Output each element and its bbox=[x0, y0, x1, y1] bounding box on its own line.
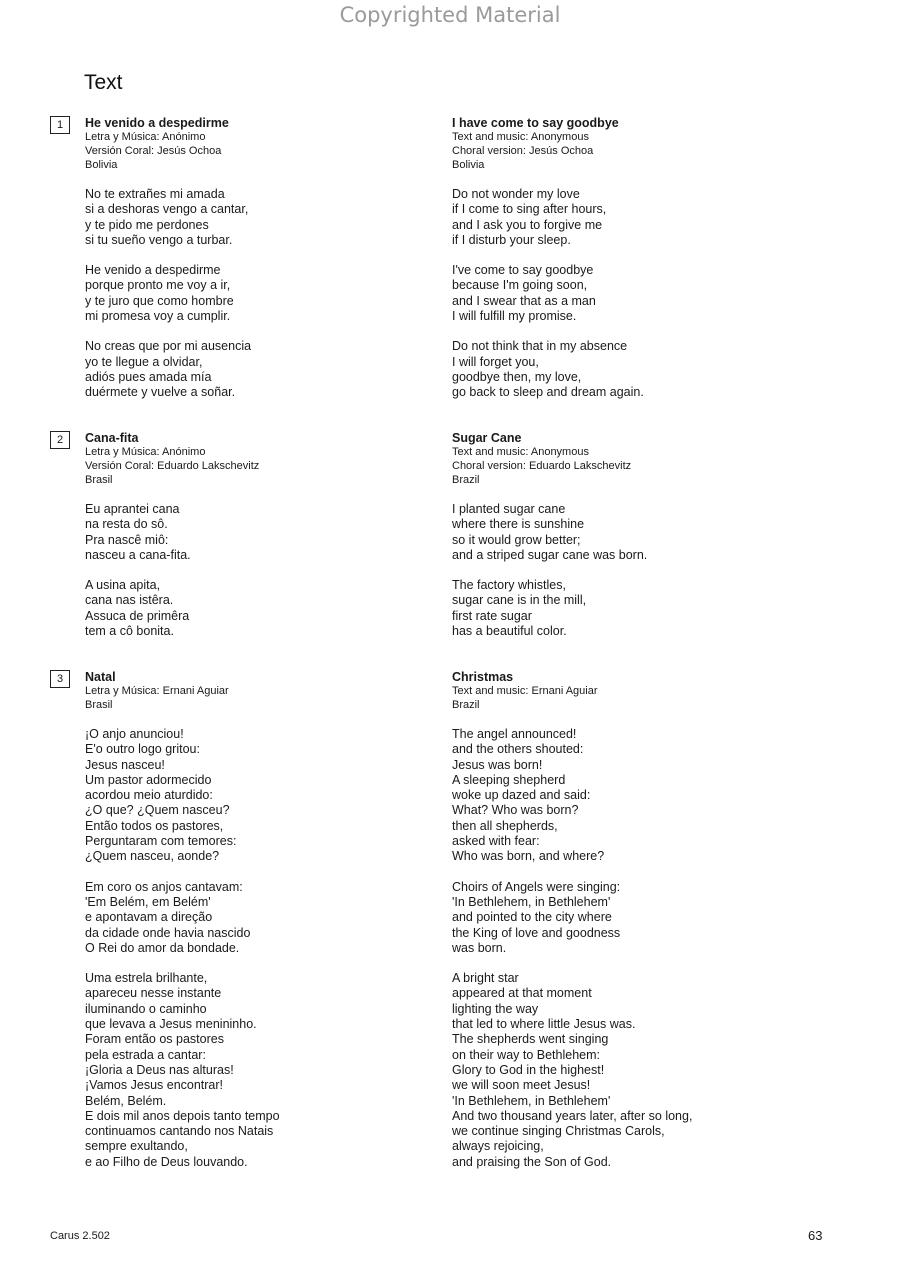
stanza bbox=[85, 187, 465, 248]
lyric-line: y te juro que como hombre bbox=[85, 293, 234, 308]
lyric-line: appeared at that moment bbox=[452, 986, 592, 1001]
lyric-line: asked with fear: bbox=[452, 834, 540, 849]
song-title: Natal bbox=[85, 670, 116, 684]
lyric-line: Belém, Belém. bbox=[85, 1093, 167, 1108]
lyric-line: Assuca de primêra bbox=[85, 608, 190, 623]
stanza bbox=[452, 578, 832, 639]
stanza bbox=[85, 727, 465, 865]
lyric-line: mi promesa voy a cumplir. bbox=[85, 309, 231, 324]
lyric-line: Who was born, and where? bbox=[452, 849, 605, 864]
song-credit-line: Text and music: Anonymous bbox=[452, 131, 589, 143]
lyric-line: ¡Gloria a Deus nas alturas! bbox=[85, 1062, 234, 1077]
lyric-line: Jesus was born! bbox=[452, 757, 543, 772]
lyric-line: Uma estrela brilhante, bbox=[85, 971, 208, 986]
translation-lyrics-column bbox=[452, 670, 832, 1170]
lyric-line: yo te llegue a olvidar, bbox=[85, 354, 203, 369]
lyric-line: I will forget you, bbox=[452, 354, 539, 369]
lyric-line: He venido a despedirme bbox=[85, 263, 221, 278]
lyric-line: na resta do sô. bbox=[85, 517, 168, 532]
lyric-line: Choirs of Angels were singing: bbox=[452, 879, 621, 894]
stanza bbox=[452, 971, 832, 1170]
lyric-line: ¿O que? ¿Quem nasceu? bbox=[85, 803, 230, 818]
page-title: Text bbox=[84, 71, 123, 94]
lyric-line: Eu aprantei cana bbox=[85, 502, 180, 516]
lyric-line: da cidade onde havia nascido bbox=[85, 925, 251, 940]
song-credit-line: Versión Coral: Jesús Ochoa bbox=[85, 145, 222, 157]
lyric-line: always rejoicing, bbox=[452, 1139, 544, 1154]
lyric-line: that led to where little Jesus was. bbox=[452, 1017, 636, 1032]
lyric-line: woke up dazed and said: bbox=[452, 788, 591, 803]
lyric-line: pela estrada a cantar: bbox=[85, 1047, 206, 1062]
lyric-line: I planted sugar cane bbox=[452, 502, 566, 516]
lyric-line: A bright star bbox=[452, 971, 519, 986]
lyric-line: 'In Bethlehem, in Bethlehem' bbox=[452, 894, 611, 909]
lyric-line: I've come to say goodbye bbox=[452, 263, 594, 278]
song-credit-line: Brazil bbox=[452, 699, 480, 711]
lyric-line: Do not think that in my absence bbox=[452, 339, 628, 354]
lyric-line: ¡O anjo anunciou! bbox=[85, 727, 184, 741]
lyric-line: The angel announced! bbox=[452, 727, 577, 741]
lyric-line: No creas que por mi ausencia bbox=[85, 339, 252, 354]
lyric-line: No te extrañes mi amada bbox=[85, 187, 225, 201]
lyric-line: then all shepherds, bbox=[452, 818, 558, 833]
song-credit-line: Bolivia bbox=[85, 159, 118, 171]
lyric-line: on their way to Bethlehem: bbox=[452, 1047, 600, 1062]
song-title: I have come to say goodbye bbox=[452, 116, 619, 130]
lyric-line: the King of love and goodness bbox=[452, 925, 621, 940]
lyric-line: Em coro os anjos cantavam: bbox=[85, 879, 243, 894]
stanza bbox=[85, 502, 465, 563]
lyric-line: tem a cô bonita. bbox=[85, 624, 174, 639]
stanza bbox=[452, 502, 832, 563]
lyric-line: duérmete y vuelve a soñar. bbox=[85, 385, 236, 400]
lyric-line: has a beautiful color. bbox=[452, 624, 567, 639]
page-number: 63 bbox=[808, 1228, 823, 1243]
lyric-line: Perguntaram com temores: bbox=[85, 834, 237, 849]
lyric-line: nasceu a cana-fita. bbox=[85, 547, 191, 562]
lyric-line: The factory whistles, bbox=[452, 578, 566, 593]
lyric-line: go back to sleep and dream again. bbox=[452, 385, 644, 400]
song-number-box: 2 bbox=[50, 431, 70, 449]
lyric-line: A sleeping shepherd bbox=[452, 772, 566, 787]
lyric-line: so it would grow better; bbox=[452, 532, 581, 547]
lyric-line: 'Em Belém, em Belém' bbox=[85, 894, 211, 909]
lyric-line: where there is sunshine bbox=[452, 517, 585, 532]
stanza bbox=[452, 263, 832, 324]
lyric-line: O Rei do amor da bondade. bbox=[85, 940, 240, 955]
stanza bbox=[452, 727, 832, 865]
lyric-line: Glory to God in the highest! bbox=[452, 1062, 605, 1077]
lyric-line: que levava a Jesus menininho. bbox=[85, 1017, 257, 1032]
lyric-line: if I disturb your sleep. bbox=[452, 232, 571, 247]
lyric-line: we continue singing Christmas Carols, bbox=[452, 1124, 665, 1139]
song-credit-line: Letra y Música: Anónimo bbox=[85, 131, 206, 143]
lyric-line: Do not wonder my love bbox=[452, 187, 580, 201]
song-title: Sugar Cane bbox=[452, 431, 522, 445]
lyric-line: lighting the way bbox=[452, 1001, 539, 1016]
song-title: Cana-fita bbox=[85, 431, 139, 445]
lyric-line: si a deshoras vengo a cantar, bbox=[85, 202, 249, 217]
lyric-line: porque pronto me voy a ir, bbox=[85, 278, 231, 293]
stanza bbox=[85, 880, 465, 956]
stanza bbox=[85, 339, 465, 400]
stanza bbox=[452, 187, 832, 248]
song-number-box: 1 bbox=[50, 116, 70, 134]
lyric-line: Um pastor adormecido bbox=[85, 772, 212, 787]
song-credit-line: Letra y Música: Anónimo bbox=[85, 446, 206, 458]
stanza bbox=[452, 880, 832, 956]
lyric-line: iluminando o caminho bbox=[85, 1001, 207, 1016]
original-lyrics-column bbox=[85, 116, 465, 401]
lyric-line: acordou meio aturdido: bbox=[85, 788, 213, 803]
copyright-watermark: Copyrighted Material bbox=[339, 3, 561, 27]
song-credit-line: Versión Coral: Eduardo Lakschevitz bbox=[85, 460, 260, 472]
translation-lyrics-column bbox=[452, 431, 832, 639]
song-title: He venido a despedirme bbox=[85, 116, 229, 130]
lyric-line: if I come to sing after hours, bbox=[452, 202, 607, 217]
lyric-line: I will fulfill my promise. bbox=[452, 309, 577, 324]
lyric-line: and I swear that as a man bbox=[452, 293, 596, 308]
song-title: Christmas bbox=[452, 670, 514, 684]
stanza bbox=[85, 578, 465, 639]
lyric-line: adiós pues amada mía bbox=[85, 369, 212, 384]
lyric-line: sugar cane is in the mill, bbox=[452, 593, 587, 608]
lyric-line: A usina apita, bbox=[85, 578, 161, 593]
lyric-line: first rate sugar bbox=[452, 608, 532, 623]
stanza bbox=[85, 263, 465, 324]
lyric-line: and I ask you to forgive me bbox=[452, 217, 603, 232]
lyric-line: y te pido me perdones bbox=[85, 217, 209, 232]
lyric-line: was born. bbox=[452, 940, 507, 955]
lyric-line: ¡Vamos Jesus encontrar! bbox=[85, 1078, 224, 1093]
song-credit-line: Brazil bbox=[452, 474, 480, 486]
song-credit-line: Choral version: Eduardo Lakschevitz bbox=[452, 460, 632, 472]
lyric-line: and a striped sugar cane was born. bbox=[452, 547, 648, 562]
original-lyrics-column bbox=[85, 670, 465, 1170]
lyric-line: E'o outro logo gritou: bbox=[85, 742, 200, 757]
lyric-line: apareceu nesse instante bbox=[85, 986, 222, 1001]
song-credit-line: Brasil bbox=[85, 699, 113, 711]
lyric-line: and the others shouted: bbox=[452, 742, 584, 757]
lyric-line: Então todos os pastores, bbox=[85, 818, 224, 833]
lyric-line: because I'm going soon, bbox=[452, 278, 588, 293]
song-credit-line: Bolivia bbox=[452, 159, 485, 171]
lyric-line: E dois mil anos depois tanto tempo bbox=[85, 1108, 280, 1123]
stanza bbox=[85, 971, 465, 1170]
song-credit-line: Text and music: Ernani Aguiar bbox=[452, 685, 598, 697]
lyric-line: and pointed to the city where bbox=[452, 910, 612, 925]
lyric-line: and praising the Son of God. bbox=[452, 1154, 612, 1169]
publisher-footer: Carus 2.502 bbox=[50, 1230, 110, 1242]
lyric-line: 'In Bethlehem, in Bethlehem' bbox=[452, 1093, 611, 1108]
song-credit-line: Letra y Música: Ernani Aguiar bbox=[85, 685, 229, 697]
stanza bbox=[452, 339, 832, 400]
song-credit-line: Text and music: Anonymous bbox=[452, 446, 589, 458]
lyric-line: we will soon meet Jesus! bbox=[452, 1078, 591, 1093]
song-credit-line: Brasil bbox=[85, 474, 113, 486]
lyric-line: And two thousand years later, after so long, bbox=[452, 1108, 693, 1123]
lyric-line: continuamos cantando nos Natais bbox=[85, 1124, 274, 1139]
translation-lyrics-column bbox=[452, 116, 832, 401]
lyric-line: ¿Quem nasceu, aonde? bbox=[85, 849, 220, 864]
lyric-line: e apontavam a direção bbox=[85, 910, 213, 925]
song-number-box: 3 bbox=[50, 670, 70, 688]
lyric-line: sempre exultando, bbox=[85, 1139, 188, 1154]
lyric-line: Pra nascê miô: bbox=[85, 532, 169, 547]
song-credit-line: Choral version: Jesús Ochoa bbox=[452, 145, 594, 157]
lyric-line: si tu sueño vengo a turbar. bbox=[85, 232, 233, 247]
lyric-line: Foram então os pastores bbox=[85, 1032, 224, 1047]
lyric-line: e ao Filho de Deus louvando. bbox=[85, 1154, 248, 1169]
lyric-line: goodbye then, my love, bbox=[452, 369, 582, 384]
lyric-line: cana nas istêra. bbox=[85, 593, 174, 608]
lyric-line: What? Who was born? bbox=[452, 803, 579, 818]
lyric-line: Jesus nasceu! bbox=[85, 757, 165, 772]
original-lyrics-column bbox=[85, 431, 465, 639]
lyric-line: The shepherds went singing bbox=[452, 1032, 609, 1047]
